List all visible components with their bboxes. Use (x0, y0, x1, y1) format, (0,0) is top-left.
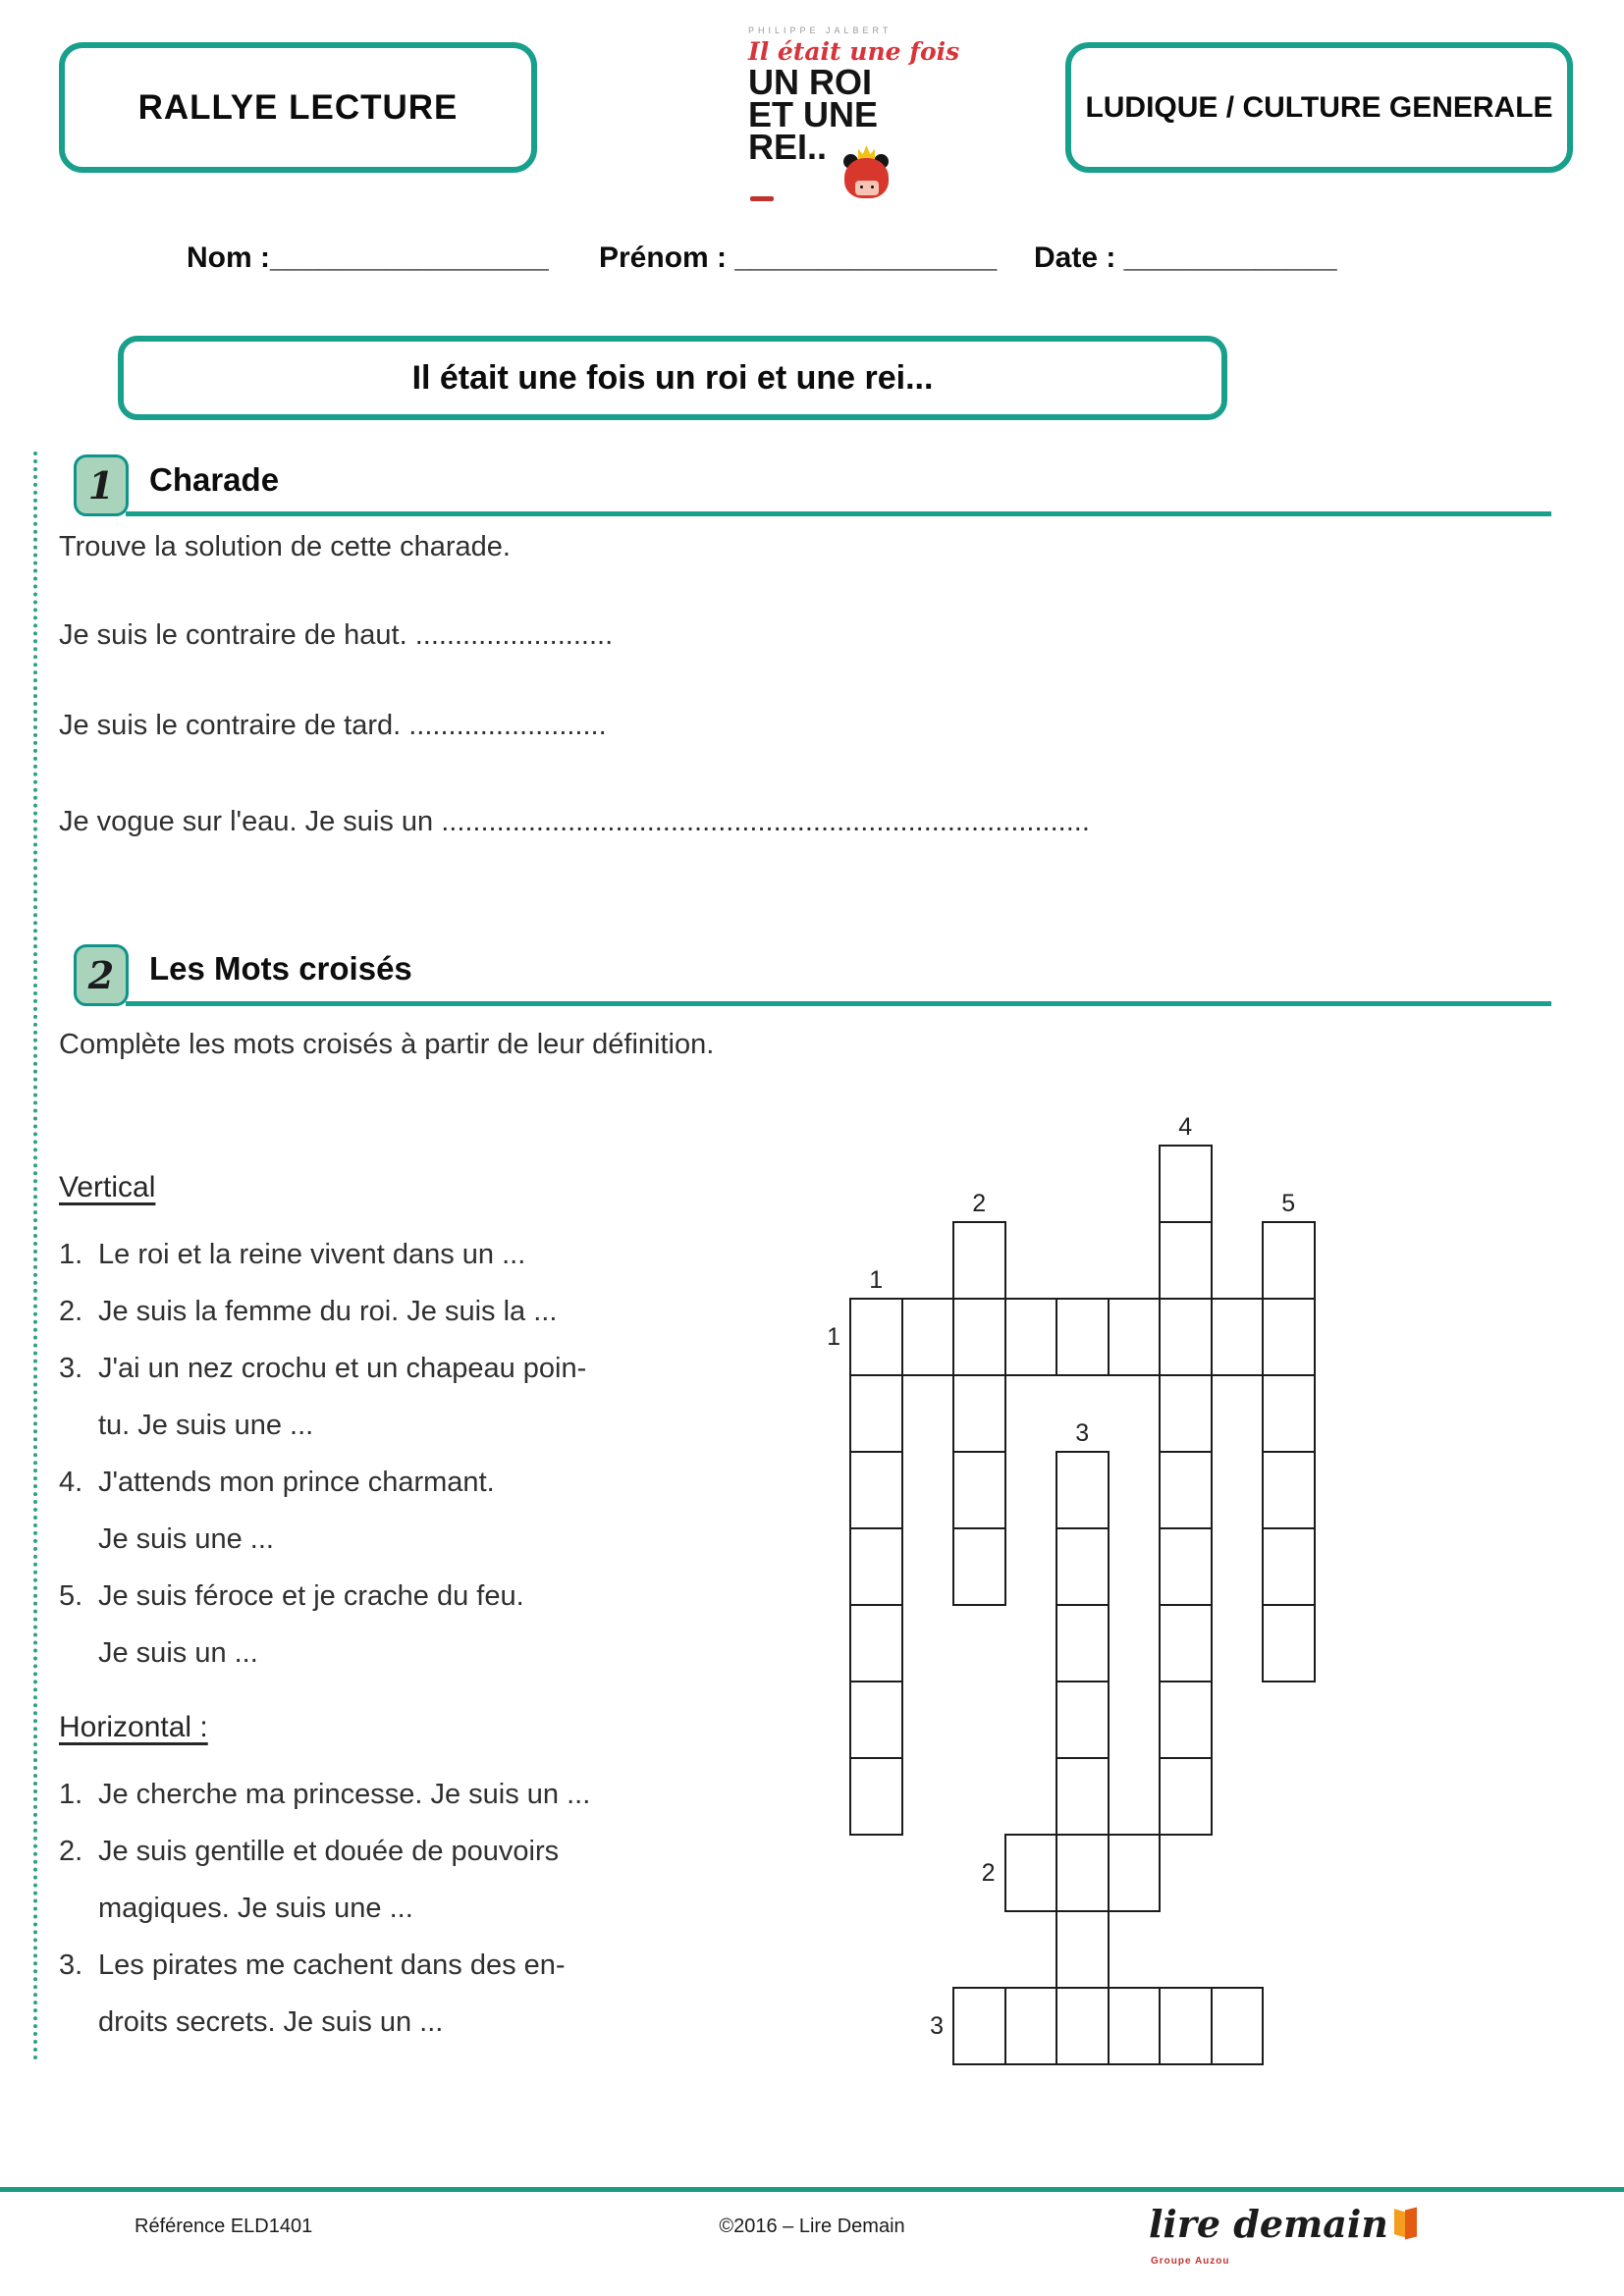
crossword-cell (952, 1374, 1006, 1453)
clue-number: 5. (59, 1580, 83, 1612)
book-title-line2: ET UNE (748, 94, 879, 134)
category-label: LUDIQUE / CULTURE GENERALE (1085, 90, 1553, 124)
clue-text: Je suis la femme du roi. Je suis la ... (98, 1296, 558, 1327)
crossword-clue-label: 4 (1178, 1113, 1193, 1141)
section2-number: 2 (87, 953, 115, 997)
nom-field: Nom :_________________ (187, 241, 549, 274)
book-author: PHILIPPE JALBERT (748, 26, 893, 35)
charade-intro: Trouve la solution de cette charade. (59, 531, 511, 562)
clue-text: Le roi et la reine vivent dans un ... (98, 1239, 526, 1270)
clue-text: magiques. Je suis une ... (98, 1893, 413, 1924)
crossword-cell (849, 1757, 903, 1836)
crossword-clue-label: 2 (972, 1190, 987, 1217)
clue-item (59, 1226, 727, 1283)
crossword-cell (1159, 1757, 1213, 1836)
crossword-cell (952, 1451, 1006, 1529)
crossword-cell (1159, 1987, 1213, 2065)
section1-rule (126, 511, 1551, 516)
crossword-cell (1211, 1987, 1265, 2065)
crossword-cell (1108, 1834, 1162, 1912)
crossword-cell (1056, 1910, 1110, 1989)
crossword-cell (1262, 1374, 1316, 1453)
section1-number: 1 (87, 463, 115, 507)
crossword-cell (1004, 1987, 1058, 2065)
footer-reference: Référence ELD1401 (135, 2216, 313, 2237)
crossword-cell (1056, 1298, 1110, 1376)
clue-text: Les pirates me cachent dans des en- (98, 1949, 566, 1981)
crossword-cell (1262, 1451, 1316, 1529)
crossword-intro: Complète les mots croisés à partir de leur définition. (59, 1029, 715, 1060)
crossword-clue-label: 1 (827, 1323, 840, 1351)
worksheet-title: Il était une fois un roi et une rei... (411, 358, 934, 397)
crossword-clue-label: 3 (930, 2012, 944, 2040)
crossword-cell (1159, 1145, 1213, 1223)
publisher-mark (750, 196, 774, 201)
crossword-cell (1159, 1451, 1213, 1529)
margin-dotted-line (33, 452, 37, 2061)
clue-text: Je cherche ma princesse. Je suis un ... (98, 1779, 591, 1810)
crossword-cell (1056, 1987, 1110, 2065)
crossword-cell (1004, 1298, 1058, 1376)
section2-badge (74, 944, 129, 1006)
crossword-clue-label: 5 (1281, 1190, 1296, 1217)
crossword-cell (849, 1604, 903, 1682)
clue-number: 2. (59, 1296, 83, 1327)
clue-item (59, 1766, 727, 1823)
clue-text: droits secrets. Je suis un ... (98, 2006, 444, 2038)
clue-number: 2. (59, 1836, 83, 1867)
crossword-clue-label: 3 (1075, 1419, 1090, 1447)
vertical-heading: Vertical (59, 1171, 156, 1203)
horizontal-heading: Horizontal : (59, 1711, 208, 1743)
princess-icon (842, 145, 892, 202)
section1-badge (74, 454, 129, 516)
footer-copyright: ©2016 – Lire Demain (719, 2216, 905, 2237)
crossword-cell (952, 1298, 1006, 1376)
clue-item (59, 1283, 727, 1340)
crossword-clue-label: 2 (981, 1859, 996, 1887)
clue-text: Je suis féroce et je crache du feu. (98, 1580, 524, 1612)
crossword-cell (952, 1987, 1006, 2065)
crossword-cell (952, 1527, 1006, 1606)
clue-text: Je suis un ... (98, 1637, 258, 1669)
clue-item (59, 1937, 727, 2051)
section2-title: Les Mots croisés (149, 950, 412, 987)
charade-line: Je suis le contraire de haut. ......................... (59, 619, 614, 651)
publisher-flag-icon (1392, 2205, 1422, 2242)
clue-text: Je suis une ... (98, 1523, 274, 1555)
section2-rule (126, 1001, 1551, 1006)
crossword-cell (1262, 1527, 1316, 1606)
crossword-cell (1108, 1987, 1162, 2065)
clue-item (59, 1340, 727, 1454)
section1-title: Charade (149, 461, 280, 498)
clue-text: tu. Je suis une ... (98, 1410, 314, 1441)
clue-item (59, 1454, 727, 1568)
crossword-cell (849, 1374, 903, 1453)
crossword-cell (849, 1527, 903, 1606)
book-title-line1: UN ROI (748, 62, 872, 102)
crossword-cell (1159, 1298, 1213, 1376)
footer-rule (0, 2187, 1624, 2192)
book-title-line3: REI.. (748, 127, 828, 167)
publisher-brand (1149, 2202, 1422, 2246)
rallye-lecture-label: RALLYE LECTURE (137, 87, 459, 127)
crossword-cell (1262, 1298, 1316, 1376)
crossword-cell (1056, 1834, 1110, 1912)
clue-text: J'ai un nez crochu et un chapeau poin- (98, 1353, 587, 1384)
book-title-script: Il était une fois (748, 37, 960, 66)
crossword-cell (849, 1451, 903, 1529)
crossword-clue-label: 1 (869, 1266, 884, 1294)
charade-line: Je suis le contraire de tard. ......................... (59, 710, 607, 741)
crossword-cell (1262, 1604, 1316, 1682)
clue-number: 3. (59, 1353, 83, 1384)
clue-item (59, 1568, 727, 1682)
book-cover-logo (748, 26, 960, 167)
date-field: Date : _____________ (1034, 241, 1337, 274)
clue-text: J'attends mon prince charmant. (98, 1467, 495, 1498)
crossword-cell (1159, 1374, 1213, 1453)
crossword-cell (952, 1221, 1006, 1300)
crossword-cell (1056, 1604, 1110, 1682)
crossword-cell (1004, 1834, 1058, 1912)
crossword-cell (1159, 1221, 1213, 1300)
clue-number: 1. (59, 1779, 83, 1810)
category-box (1065, 42, 1573, 173)
crossword-cell (1056, 1757, 1110, 1836)
publisher-group: Groupe Auzou (1151, 2256, 1230, 2267)
clue-item (59, 1823, 727, 1937)
clue-text: Je suis gentille et douée de pouvoirs (98, 1836, 560, 1867)
charade-line: Je vogue sur l'eau. Je suis un .................................................................................. (59, 806, 1090, 837)
prenom-field: Prénom : ________________ (599, 241, 998, 274)
rallye-lecture-box (59, 42, 537, 173)
charade-block (59, 528, 1237, 840)
crossword-cell (1159, 1604, 1213, 1682)
crossword-cell (1211, 1298, 1265, 1376)
worksheet-title-banner (118, 336, 1227, 420)
crossword-cell (1108, 1298, 1162, 1376)
clue-number: 3. (59, 1949, 83, 1981)
vertical-clue-list (59, 1226, 727, 1682)
crossword-cell (1159, 1681, 1213, 1759)
crossword-cell (849, 1298, 903, 1376)
crossword-cell (1159, 1527, 1213, 1606)
crossword-cell (1056, 1681, 1110, 1759)
horizontal-clue-list (59, 1766, 727, 2051)
clue-number: 4. (59, 1467, 83, 1498)
crossword-cell (1056, 1451, 1110, 1529)
crossword-cell (1262, 1221, 1316, 1300)
crossword-cell (901, 1298, 955, 1376)
clue-number: 1. (59, 1239, 83, 1270)
publisher-brand-name: lire demain (1149, 2202, 1388, 2246)
crossword-cell (1056, 1527, 1110, 1606)
clues-column (59, 1171, 727, 2051)
crossword-cell (849, 1681, 903, 1759)
